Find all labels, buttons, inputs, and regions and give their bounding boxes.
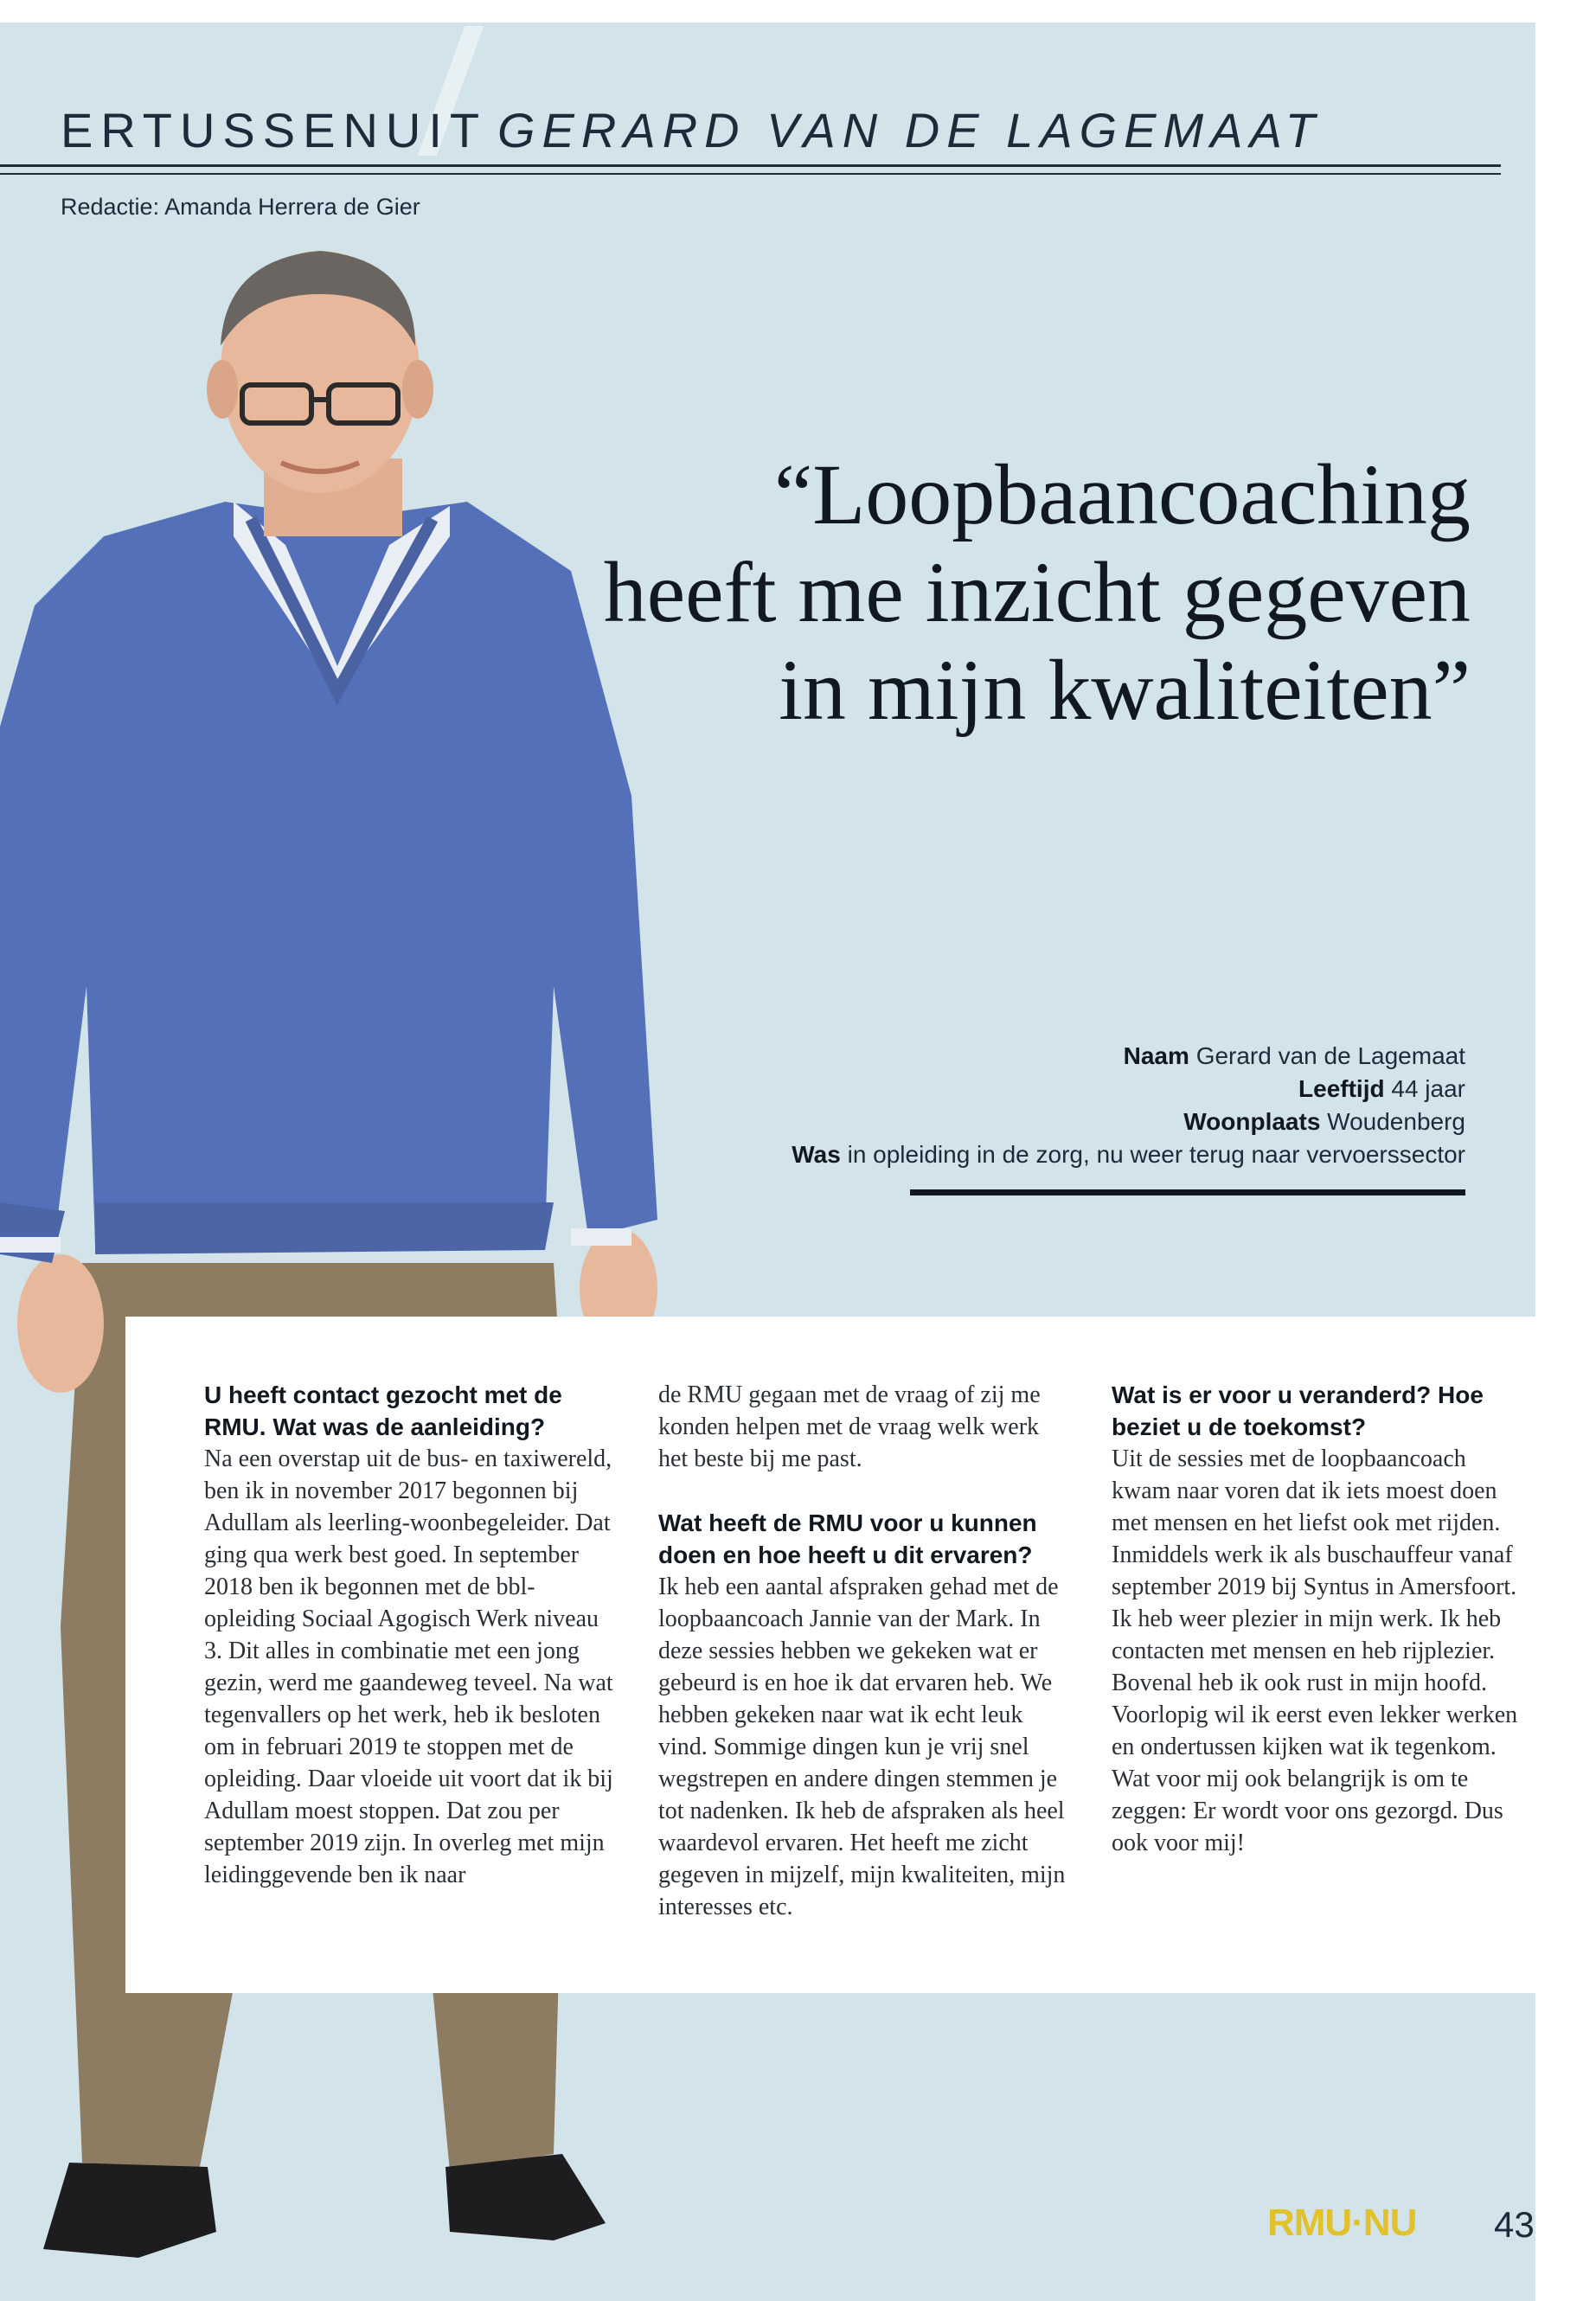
answer-1: Na een overstap uit de bus- en taxiwereld, ben ik in november 2017 begonnen bij Adullam als leerling-woonbegeleider. Dat ging qua werk best goed. In september 2018 ben ik begonnen met de bbl-opleiding Sociaal Agogisch Werk niveau 3. Dit alles in combinatie met een jong gezin, werd me gaandeweg teveel. Na wat tegenvallers op het werk, heb ik besloten om in februari 2019 te stoppen met de opleiding. Daar vloeide uit voort dat ik bij Adullam moest stoppen. Dat zou per september 2019 zijn. In overleg met mijn leidinggevende ben ik naar [204, 1445, 613, 1888]
answer-3: Uit de sessies met de loopbaancoach kwam naar voren dat ik iets moest doen met mensen en het liefst ook met rijden. Inmiddels werk ik als buschauffeur vanaf september 2019 bij Syntus in Amersfoort. Ik heb weer plezier in mijn werk. Ik heb contacten met mensen en heb rijplezier. Bovenal heb ik ook rust in mijn hoofd. Voorlopig wil ik eerst even lekker werken en ondertussen kijken wat ik tegenkom. [1112, 1445, 1518, 1760]
facts-rule [910, 1189, 1465, 1195]
rmu-nu-logo: RMU·NU [1267, 2202, 1417, 2244]
article-subject-name: GERARD VAN DE LAGEMAAT [497, 103, 1322, 157]
fact-row: Woonplaats Woudenberg [1183, 1108, 1465, 1135]
question-3: Wat is er voor u veranderd? Hoe beziet u de toekomst? [1112, 1381, 1484, 1440]
fact-row: Naam Gerard van de Lagemaat [1123, 1042, 1465, 1069]
question-2: Wat heeft de RMU voor u kunnen doen en hoe heeft u dit ervaren? [658, 1509, 1037, 1568]
interview-column-2 [658, 1379, 1069, 1923]
header-rule-thin [0, 173, 1501, 175]
answer-3-closing: Wat voor mij ook belangrijk is om te zeggen: Er wordt voor ons gezorgd. Dus ook voor mij! [1112, 1766, 1503, 1856]
top-margin [0, 0, 1596, 22]
header-rule [0, 164, 1501, 167]
pull-quote [571, 445, 1471, 739]
quote-line-3: in mijn kwaliteiten” [779, 642, 1471, 738]
section-label: ERTUSSENUIT [61, 103, 488, 157]
quote-line-2: heeft me inzicht gegeven [603, 544, 1471, 640]
fact-row: Was in opleiding in de zorg, nu weer terug naar vervoerssector [792, 1141, 1465, 1168]
fact-row: Leeftijd 44 jaar [1298, 1075, 1465, 1102]
page-number: 43 [1494, 2204, 1535, 2245]
answer-1-continued: de RMU gegaan met de vraag of zij me konden helpen met de vraag welk werk het beste bij me past. [658, 1381, 1041, 1472]
profile-facts [606, 1040, 1465, 1171]
answer-2: Ik heb een aantal afspraken gehad met de loopbaancoach Jannie van der Mark. In deze sessies hebben we gekeken wat er gebeurd is en hoe ik dat ervaren heb. We hebben gekeken naar wat ik echt leuk vind. Sommige dingen kun je vrij snel wegstrepen en andere dingen stemmen je tot nadenken. Ik heb de afspraken als heel waardevol ervaren. Het heeft me zicht gegeven in mijzelf, mijn kwaliteiten, mijn interesses etc. [658, 1574, 1066, 1920]
quote-line-1: “Loopbaancoaching [773, 446, 1471, 542]
question-1: U heeft contact gezocht met de RMU. Wat was de aanleiding? [204, 1381, 562, 1440]
editor-credit: Redactie: Amanda Herrera de Gier [61, 194, 420, 220]
interview-column-1 [204, 1379, 615, 1891]
interview-column-3 [1112, 1379, 1522, 1859]
